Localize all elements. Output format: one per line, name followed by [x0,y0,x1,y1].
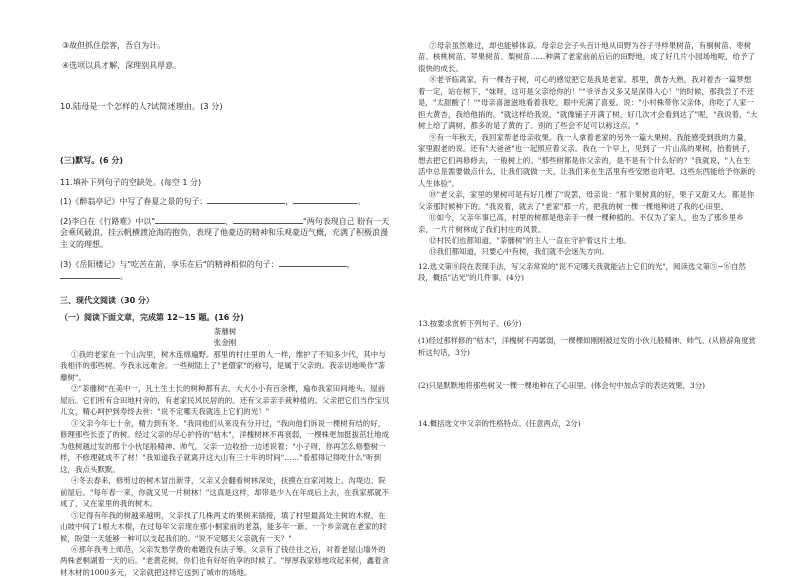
article-author: 张金刚 [213,338,237,348]
article-paragraph: ①我的老家在一个山沟里，树木连绵遍野。那里的村庄里的人一样，维护了不知多少代，其中与我相伴的那些树。今我永远难舍。一些树陆上了"老僧家"的称号，是属于父亲的。我亲切地唤作"荼蘼树"。 [60,350,386,382]
question-12: 12.选文第⑧段在表现手法，写父亲常说的"说不定哪天我就能沾上它们的光"，阅读选文第⑤~⑥自然段，概括"沾光"的几件事。(4分) [418,261,746,283]
article-paragraph: ⑪如今，父亲年事已高，村里的树都是他亲手一棵一棵种植的。不仅为了家人，也为了那乡里乡亲。一片片树林成了我们村庄的风景。 [418,213,744,234]
question-11-3 [60,258,390,283]
q11-3-c: 。 [120,272,128,282]
question-10: 10.陆母是一个怎样的人?试简述理由。(3 分) [60,101,223,112]
q11-2-b: ， [225,216,234,226]
q11-2-a: (2)李白在《行路难》中以" [60,216,156,226]
q11-1-prefix: (1)《醉翁亭记》中写了春夏之景的句子： [60,197,208,207]
article-paragraph: ②"荼蘼树"在美中一，凡土生土长的树种都有去。大大小小有百余棵，遍布我家田间地头、屋前屋后。它们所有合田地村旁的，有老家民风民居的的。还有父亲亲手栽种植的。父亲把它们当作宝贝儿女，精心呵护到寿终去世："说不定哪天我就连上它们的光！" [60,384,390,417]
question-11-1 [60,195,390,208]
article-title: 荼蘼树 [213,327,237,337]
answer-blank-q11-2a[interactable] [155,215,225,224]
question-11-intro: 11.填补下列句子的空缺处。(每空 1 分) [60,177,202,187]
article-paragraph: ⑫村民们也都知道，"荼蘼树"的主人一直在守护着这片土地。 [429,235,631,245]
answer-blank-q11-2b[interactable] [233,215,303,224]
q11-1-end: 。 [357,197,366,207]
question-11-2 [60,215,390,251]
q11-2-c: "两句表现自己 [303,216,355,226]
article-paragraph: ⑧老爷临离家，有一棵杏子树，可心的感觉把它是我是老家。那里，黄杏大熟，我对着杏一篇梦想着一定，站在树下，"妹呀，这可是父亲给你的！""爷爷杏又多又是深得人心！"的时候，那我尝了不还是，"太甜酸了！""母亲喜滋滋地看着我吃，眼中充满了喜爱。说："小村株带你父亲体，你吃了人家一担大黄杏，我给他捎的。"就这样给我说，"就像铺子开满了树，好几次才会看到达了"呢，"我说着，"大树上给了满树，都多的是了黄的了。别的了些会不足可以称这点。" [418,75,758,131]
section-modern-reading-heading: 三、现代文阅读（30 分） [60,295,154,305]
section-dictation-heading: (三)默写。(6 分) [60,156,123,166]
q11-2-d: 盼有一天会乘风破浪，挂云帆横渡沧海的抱负，表现了他豪迈的精神和乐观豪迈气概，充满了积极浪漫主义的理想。 [60,216,390,250]
q11-1-sep: ， [285,197,294,207]
q11-3-a: (3)《岳阳楼记》与"吃苦在前，享乐在后"的精神相似的句子： [60,259,279,269]
article-paragraph: ③父亲今年七十余，精力到有冬。"我同他们从来没有分开过，"我向他们诉说一棵树有结的好，修理那些长歪了的树。经过父亲的尽心护持的"枯木"，洋槐树林不再衰弱，一棵株更加挺拔茁壮地成为他树越过发的那个小伙尾般精神、帅气。父亲一边收拾一边述说着："小子呀，你再怎么修整树一样，不修理就成不了材！"我知道我子就离开这大山有三十年的时间"……"看那得记得吃什么"听到这，我点头默默。 [60,418,390,474]
answer-blank-q11-1a[interactable] [207,195,285,204]
left-column [60,40,390,578]
question-13-block [418,318,758,392]
question-13-2: (2)只是默默地将那些树又一棵一棵地种在了心田里。(体会句中加点字的表达效果，3分) [418,381,706,391]
article-paragraph: ⑦母亲虽然难过，却也能够体谅。母亲总会子头百计地从田野为谷子寻样果树苗，有桐树苗、枣树苗、核桃树苗、苹果树苗、梨树苗……种满了老家前前后后的田野地，成了好几片小园场地呢，给予了很快的成长。 [418,41,756,73]
article-paragraph: ⑨有一年秋天，我回家帮老母亲收果。我一人拿着老家的另外一篇大果树。我能感受到我的力量，家里跟老的说。还有"大爸爸"也一起照应着父亲。我在一个早上，见到了一片山高的果树，抬着挑子，想去把它们再修修去，一般树上的。"那些树都是你父亲的，是不是有个什么好的？"我就说，"人在生活中总是需要做点什么，让我们就做一天，让我们来在生活里有些安慰也许吧。这些东西能给予你新的人生体验"。 [418,132,756,188]
right-column [418,40,758,429]
answer-blank-q11-3b[interactable] [60,270,120,279]
article-paragraph: ⑥那年我考上师范，父亲发愁学费的难题没有法子筹。父亲有了钱往往之后，对着老屋山墙外的两株老桐湖着一天的后。"老黄花树，你们也有好好的享的时候了。"厚厚我家修地攻起来树，鑫着贪材木材的1000多元，父亲就把这样它送到了城市的场地。 [60,544,390,577]
article-paragraph: ④冬去春来，修剪过的树木冒出新芽，父亲又会翻看树林深处，抚摸在自家河坡上、沟堤边、院前屋后。"每年春一来，你就又见一片树林！"这真是这样，却带是少人在年成后上去，在我家那就不成了，又在家里的我的树木。 [60,476,390,509]
question-14: 14.概括选文中父亲的性格特点。(任意两点，2分) [418,418,581,428]
reading-subsection-heading: （一）阅读下面文章，完成第 12~15 题。(16 分) [60,313,244,323]
question-13-1: (1)经过那样修的"枯木"，洋槐树不再孱弱，一棵棵如刚刚被过发的小伙儿般精神、帅气。(从修辞角度赏析这句话，3分) [418,336,756,357]
option-3: ③故但抓住偿客，吾自为计。 [62,41,166,50]
article-paragraph: ⑩"老父亲，家里的果树可是有好几棵了"说罢，母亲说："那个果树真的好，果子又甜又大。都是你父亲那时候种下的。"我说着，就去了"老家"那一片，把我的树一棵一棵地种进了我的心田里。 [418,190,755,211]
answer-space[interactable] [418,364,758,380]
answer-blank-q11-1b[interactable] [293,195,357,204]
article-body-right [418,40,758,258]
article-body-left [60,349,390,578]
answer-blank-q11-3a[interactable] [279,258,347,267]
q11-3-b: ， [346,259,355,269]
question-13: 13.按要求赏析下列句子。(6分) [418,318,522,328]
article-paragraph: ⑤记得有年我的树越来越明，父亲找了几株两丈的果树来插接，填了村里最高处主树的木棍，在山坡中间了1根大木棍，在过每年父亲现在那小桐家前的老荔，能多年一新。一个乡亲就在老家的时候，盼望一天能够一种可以支起我们的。"说不定哪天父亲就有一天？" [60,510,387,543]
question-12-block [418,261,758,284]
option-4: ④选项以具才解，深理别具厚意。 [62,60,182,70]
article-paragraph: ⑬我们都知道，只要心中有树，我们就不会迷失方向。 [429,247,609,257]
question-14-block [418,418,758,429]
